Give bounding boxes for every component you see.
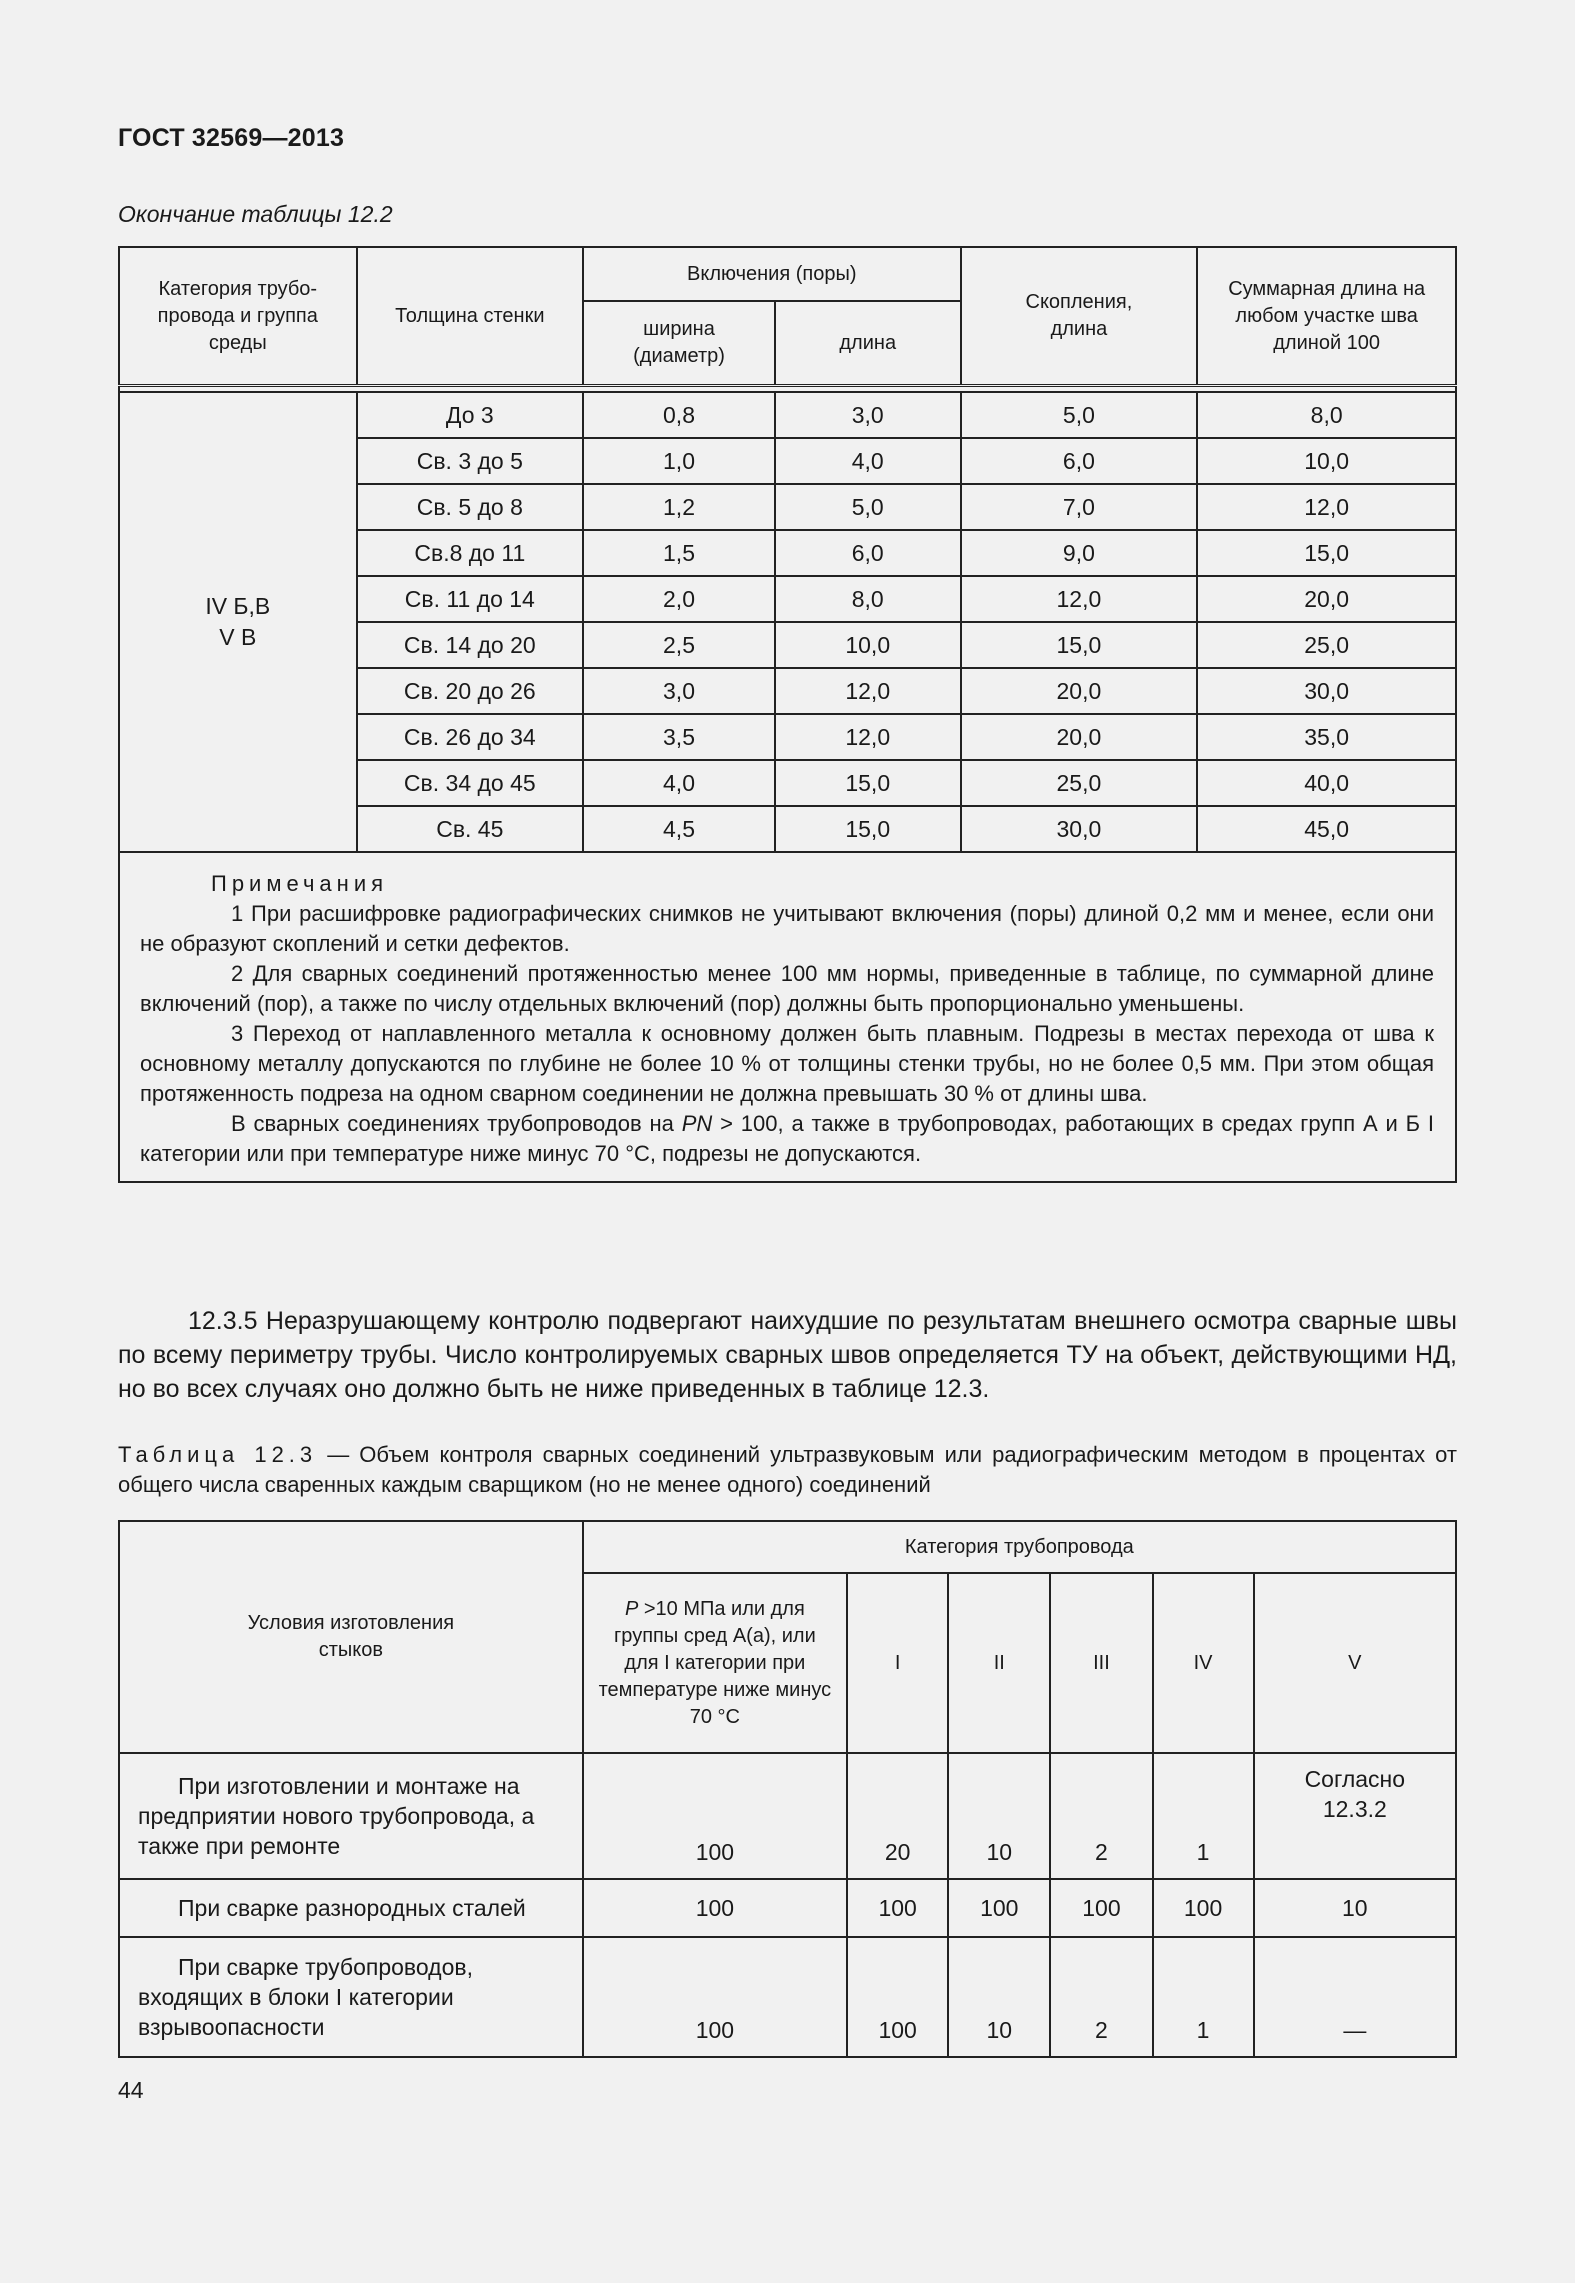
- note-4: В сварных соединениях трубопроводов на PN > 100, а также в трубопроводах, работающих в средах групп А и Б I категории или при температуре ниже минус 70 °С, подрезы не допускаются.: [140, 1111, 1434, 1166]
- table-row: Св. 26 до 34 3,5 12,0 20,0 35,0: [119, 714, 1456, 760]
- header-cat-5: V: [1254, 1573, 1456, 1753]
- header-cat-2: II: [948, 1573, 1050, 1753]
- header-pipeline-category: Категория трубопровода: [583, 1521, 1456, 1573]
- table-12-3: [118, 1520, 1457, 2058]
- note-2: 2 Для сварных соединений протяженностью менее 100 мм нормы, приведенные в таблице, по суммарной длине включений (пор), а также по числу отдельных включений (пор) должны быть пропорционально уменьшены.: [140, 961, 1434, 1016]
- table-row: Св.8 до 11 1,5 6,0 9,0 15,0: [119, 530, 1456, 576]
- table-12-2-caption: Окончание таблицы 12.2: [118, 201, 393, 227]
- note-3: 3 Переход от наплавленного металла к основному должен быть плавным. Подрезы в местах перехода от шва к основному металлу допускаются по глубине не более 10 % от толщины стенки трубы, но не более 0,5 мм. При этом общая протяженность подреза на одном сварном соединении не должна превышать 30 % от длины шва.: [140, 1021, 1434, 1106]
- table-row: Св. 5 до 8 1,2 5,0 7,0 12,0: [119, 484, 1456, 530]
- header-thickness: Толщина стенки: [357, 247, 583, 386]
- table-row: При сварке трубопроводов, входящих в блоки I категории взрывоопасности 100 100 10 2 1 —: [119, 1937, 1456, 2057]
- header-p-condition: P >10 МПа или для группы сред А(а), или для I категории при температуре ниже минус 70 °С: [583, 1573, 847, 1753]
- header-conditions: Условия изготовления стыков: [119, 1521, 583, 1753]
- header-total-length: Суммарная длина на любом участке шва длиной 100: [1197, 247, 1456, 386]
- table-12-2: [118, 246, 1457, 1183]
- header-cat-4: IV: [1153, 1573, 1254, 1753]
- paragraph-12-3-5: 12.3.5 Неразрушающему контролю подвергают наихудшие по результатам внешнего осмотра сварные швы по всему периметру трубы. Число контролируемых сварных швов определяется ТУ на объект, действующими НД, но во всех случаях оно должно быть не ниже приведенных в таблице 12.3.: [118, 1307, 1457, 1403]
- header-category: Категория трубо-провода и группа среды: [119, 247, 357, 386]
- table-row: IV Б,В V В До 3 0,8 3,0 5,0 8,0: [119, 392, 1456, 438]
- table-row: При сварке разнородных сталей 100 100 100 100 100 10: [119, 1879, 1456, 1937]
- table-row: Св. 11 до 14 2,0 8,0 12,0 20,0: [119, 576, 1456, 622]
- document-code: ГОСТ 32569—2013: [118, 124, 345, 152]
- table-row: Св. 34 до 45 4,0 15,0 25,0 40,0: [119, 760, 1456, 806]
- table-notes: [119, 852, 1456, 1182]
- table-row: Св. 45 4,5 15,0 30,0 45,0: [119, 806, 1456, 852]
- header-length: длина: [775, 301, 961, 386]
- table-12-3-caption: Таблица 12.3 — Объем контроля сварных соединений ультразвуковым или радиографическим методом в процентах от общего числа сваренных каждым сварщиком (но не менее одного) соединений: [118, 1442, 1457, 1497]
- table-row: При изготовлении и монтаже на предприятии нового трубопровода, а также при ремонте 100 20 10 2 1 Согласно 12.3.2: [119, 1753, 1456, 1879]
- page-number: 44: [118, 2077, 144, 2103]
- header-cat-3: III: [1050, 1573, 1152, 1753]
- header-clusters: Скопления, длина: [961, 247, 1198, 386]
- header-inclusions: Включения (поры): [583, 247, 960, 301]
- note-1: 1 При расшифровке радиографических снимков не учитывают включения (поры) длиной 0,2 мм и менее, если они не образуют скоплений и сетки дефектов.: [140, 901, 1434, 956]
- header-width: ширина (диаметр): [583, 301, 775, 386]
- notes-title: Примечания: [211, 871, 389, 896]
- table-row: Св. 14 до 20 2,5 10,0 15,0 25,0: [119, 622, 1456, 668]
- table-row: Св. 20 до 26 3,0 12,0 20,0 30,0: [119, 668, 1456, 714]
- table-row: Св. 3 до 5 1,0 4,0 6,0 10,0: [119, 438, 1456, 484]
- category-cell: IV Б,В V В: [119, 392, 357, 852]
- header-cat-1: I: [847, 1573, 948, 1753]
